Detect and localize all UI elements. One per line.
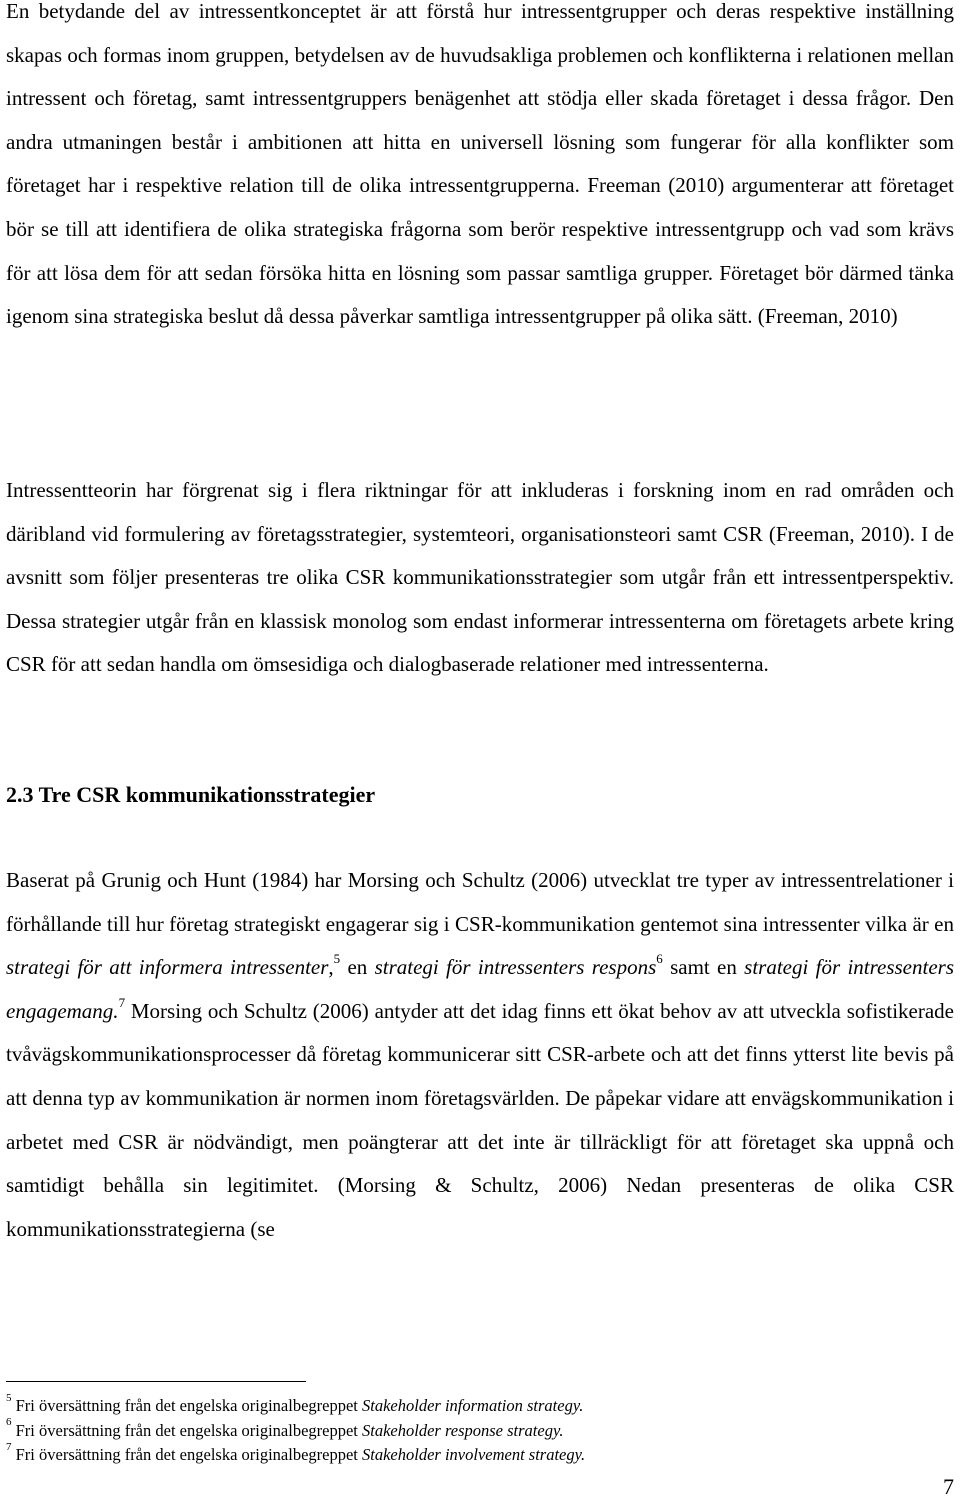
footnote-text: Fri översättning från det engelska originalbegreppet bbox=[15, 1445, 363, 1464]
footnote-number: 5 bbox=[6, 1391, 12, 1404]
paragraph-text: en bbox=[340, 955, 375, 980]
footnotes bbox=[6, 1391, 954, 1468]
paragraph-text: , bbox=[328, 955, 334, 980]
footnote-number: 6 bbox=[6, 1416, 12, 1428]
footnote-divider bbox=[6, 1381, 306, 1382]
term-information-strategy: strategi för att informera intressenter bbox=[6, 955, 329, 980]
page-number: 7 bbox=[943, 1474, 954, 1499]
term-response-strategy: strategi för intressenters respons bbox=[374, 955, 657, 980]
paragraph-text: Morsing och Schultz (2006) antyder att det idag finns ett ökat behov av att utveckla sofistikerade tvåvägskommunikationsprocesser då företag kommunicerar sitt CSR-arbete och att det finns ytterst lite bevis på att denna typ av kommunikation är normen inom företagsvärlden. De påpekar vidare att envägskommunikation i arbetet med CSR är nödvändigt, men poängterar att det inte är tillräckligt för att företaget ska uppnå och samtidigt behålla sin legitimitet. (Morsing & Schultz, 2006) Nedan presenteras de olika CSR kommunikationsstrategierna (se bbox=[6, 998, 954, 1241]
footnote-text: Fri översättning från det engelska originalbegreppet bbox=[15, 1396, 363, 1415]
footnote-number: 7 bbox=[6, 1440, 12, 1453]
body-paragraph-2: Intressentteorin har förgrenat sig i flera riktningar för att inkluderas i forskning inom en rad områden och däribland vid formulering av företagsstrategier, systemteori, organisationsteori samt CSR (Freeman, 2010). I de avsnitt som följer presenteras tre olika CSR kommunikationsstrategier som utgår från ett intressentperspektiv. Dessa strategier utgår från en klassisk monolog som endast informerar intressenterna om företagets arbete kring CSR för att sedan handla om ömsesidiga och dialogbaserade relationer med intressenterna. bbox=[6, 478, 954, 677]
term-involvement-strategy: strategi för intressenters engagemang. bbox=[6, 955, 954, 1023]
footnote-ref-5[interactable]: 5 bbox=[333, 951, 341, 967]
footnote-6 bbox=[6, 1416, 954, 1444]
footnote-ref-6[interactable]: 6 bbox=[656, 951, 663, 967]
footnote-ref-7[interactable]: 7 bbox=[118, 994, 126, 1010]
paragraph-text: Baserat på Grunig och Hunt (1984) har Morsing och Schultz (2006) utvecklat tre typer av intressentrelationer i förhållande till hur företag strategiskt engagerar sig i CSR-kommunikation gentemot sina intressenter vilka är en bbox=[6, 868, 954, 936]
footnote-term: Stakeholder involvement strategy. bbox=[362, 1445, 586, 1464]
body-paragraph-3 bbox=[6, 859, 954, 1251]
paragraph-text: samt en bbox=[662, 955, 745, 980]
section-heading: 2.3 Tre CSR kommunikationsstrategier bbox=[6, 782, 376, 807]
footnote-5 bbox=[6, 1391, 954, 1419]
footnote-term: Stakeholder information strategy. bbox=[362, 1396, 584, 1415]
footnote-term: Stakeholder response strategy. bbox=[362, 1420, 564, 1440]
footnote-7 bbox=[6, 1440, 954, 1468]
body-paragraph-1: En betydande del av intressentkonceptet är att förstå hur intressentgrupper och deras respektive inställning skapas och formas inom gruppen, betydelsen av de huvudsakliga problemen och konflikterna i relationen mellan intressent och företag, samt intressentgruppers benägenhet att stödja eller skada företaget i dessa frågor. Den andra utmaningen består i ambitionen att hitta en universell lösning som fungerar för alla konflikter som företaget har i respektive relation till de olika intressentgrupperna. Freeman (2010) argumenterar att företaget bör se till att identifiera de olika strategiska frågorna som berör respektive intressentgrupp och vad som krävs för att lösa dem för att sedan försöka hitta en lösning som passar samtliga grupper. Företaget bör därmed tänka igenom sina strategiska beslut då dessa påverkar samtliga intressentgrupper på olika sätt. (Freeman, 2010) bbox=[6, 0, 954, 329]
footnote-text: Fri översättning från det engelska originalbegreppet bbox=[15, 1420, 363, 1440]
